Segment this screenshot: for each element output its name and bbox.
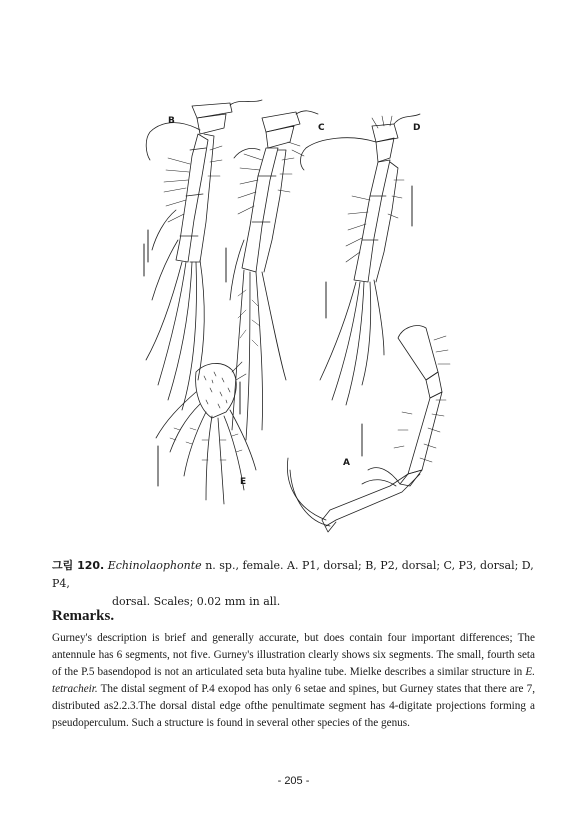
remarks-paragraph <box>52 630 535 733</box>
caption-line-1: n. sp., female. A. P1, dorsal; B, P2, dorsal; C, P3, dorsal; D, P4, <box>52 559 534 590</box>
caption-genus: Echinolaophonte <box>107 559 202 572</box>
panel-label-a: A <box>343 458 350 468</box>
remarks-heading: Remarks. <box>52 608 115 624</box>
remarks-text-part-1: Gurney's description is brief and generally accurate, but does contain four important differences; The antennule has 6 segments, not five. Gurney's illustration clearly shows six segments. The small, fourth seta of the P.5 basendopod is not an articulated seta buta hyaline tube. Mielke describes a similar structure in <box>52 632 535 679</box>
page-number: - 205 - <box>277 775 310 787</box>
remarks-species-name: E. tetracheir. <box>52 666 535 696</box>
caption-line-2: dorsal. Scales; 0.02 mm in all. <box>112 595 281 608</box>
panel-label-e: E <box>240 477 247 487</box>
remarks-text-part-2: The distal segment of P.4 exopod has only 6 setae and spines, but Gurney states that there are 7, distributed as2.2.3.The dorsal distal edge ofthe penultimate segment has 4-digitate projections forming a pseudoperculum. Such a structure is found in several other species of the genus. <box>52 683 535 730</box>
panel-label-c: C <box>318 123 325 133</box>
appendage-d-p4 <box>301 114 421 405</box>
panel-label-d: D <box>413 123 421 133</box>
figure-caption <box>52 557 537 611</box>
appendage-c-p3 <box>226 111 318 440</box>
appendage-a-p1 <box>287 326 450 532</box>
figure-number: 그림 120. <box>52 559 105 572</box>
panel-label-b: B <box>168 116 175 126</box>
